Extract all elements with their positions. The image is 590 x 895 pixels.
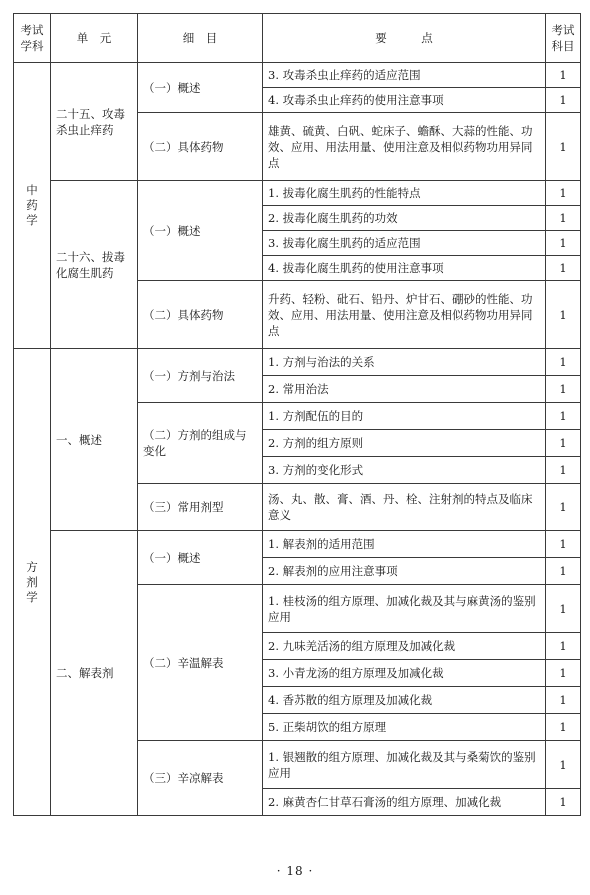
count-cell: 1 (546, 484, 581, 531)
count-cell: 1 (546, 633, 581, 660)
point-cell: 4. 拔毒化腐生肌药的使用注意事项 (263, 256, 546, 281)
count-cell: 1 (546, 281, 581, 349)
header-point: 要 点 (263, 14, 546, 63)
point-cell: 2. 九味羌活汤的组方原理及加减化裁 (263, 633, 546, 660)
count-cell: 1 (546, 88, 581, 113)
count-cell: 1 (546, 714, 581, 741)
count-cell: 1 (546, 403, 581, 430)
point-cell: 4. 香苏散的组方原理及加减化裁 (263, 687, 546, 714)
detail-cell: （二）辛温解表 (138, 585, 263, 741)
point-cell: 4. 攻毒杀虫止痒药的使用注意事项 (263, 88, 546, 113)
point-cell: 3. 拔毒化腐生肌药的适应范围 (263, 231, 546, 256)
unit-cell: 二十五、攻毒杀虫止痒药 (51, 63, 138, 181)
count-cell: 1 (546, 531, 581, 558)
count-cell: 1 (546, 206, 581, 231)
count-cell: 1 (546, 376, 581, 403)
count-cell: 1 (546, 457, 581, 484)
count-cell: 1 (546, 181, 581, 206)
point-cell: 2. 解表剂的应用注意事项 (263, 558, 546, 585)
header-detail: 细 目 (138, 14, 263, 63)
count-cell: 1 (546, 430, 581, 457)
count-cell: 1 (546, 113, 581, 181)
detail-cell: （三）辛凉解表 (138, 741, 263, 816)
count-cell: 1 (546, 585, 581, 633)
point-cell: 1. 拔毒化腐生肌药的性能特点 (263, 181, 546, 206)
table-row (14, 181, 581, 206)
point-cell: 3. 攻毒杀虫止痒药的适应范围 (263, 63, 546, 88)
count-cell: 1 (546, 349, 581, 376)
count-cell: 1 (546, 789, 581, 816)
detail-cell: （一）概述 (138, 63, 263, 113)
point-cell: 2. 麻黄杏仁甘草石膏汤的组方原理、加减化裁 (263, 789, 546, 816)
unit-cell: 二、解表剂 (51, 531, 138, 816)
table-row (14, 63, 581, 88)
point-cell: 5. 正柴胡饮的组方原理 (263, 714, 546, 741)
syllabus-table-2 (13, 348, 581, 816)
detail-cell: （三）常用剂型 (138, 484, 263, 531)
point-cell: 汤、丸、散、膏、酒、丹、栓、注射剂的特点及临床意义 (263, 484, 546, 531)
detail-cell: （一）概述 (138, 181, 263, 281)
header-count: 考试科目 (546, 14, 581, 63)
count-cell: 1 (546, 231, 581, 256)
unit-cell: 二十六、拔毒化腐生肌药 (51, 181, 138, 349)
point-cell: 1. 方剂配伍的目的 (263, 403, 546, 430)
detail-cell: （二）具体药物 (138, 281, 263, 349)
subject-cell-fangji: 方剂学 (14, 349, 51, 816)
point-cell: 1. 桂枝汤的组方原理、加减化裁及其与麻黄汤的鉴别应用 (263, 585, 546, 633)
detail-cell: （二）具体药物 (138, 113, 263, 181)
point-cell: 1. 方剂与治法的关系 (263, 349, 546, 376)
point-cell: 1. 解表剂的适用范围 (263, 531, 546, 558)
detail-cell: （二）方剂的组成与变化 (138, 403, 263, 484)
count-cell: 1 (546, 660, 581, 687)
point-cell: 2. 方剂的组方原则 (263, 430, 546, 457)
table-row (14, 349, 581, 376)
syllabus-table (13, 13, 581, 349)
header-unit: 单 元 (51, 14, 138, 63)
count-cell: 1 (546, 558, 581, 585)
detail-cell: （一）方剂与治法 (138, 349, 263, 403)
unit-cell: 一、概述 (51, 349, 138, 531)
point-cell: 雄黄、硫黄、白矾、蛇床子、蟾酥、大蒜的性能、功效、应用、用法用量、使用注意及相似药物功用异同点 (263, 113, 546, 181)
table-row (14, 531, 581, 558)
point-cell: 3. 小青龙汤的组方原理及加减化裁 (263, 660, 546, 687)
page-number: · 18 · (276, 864, 314, 878)
point-cell: 2. 常用治法 (263, 376, 546, 403)
header-subject: 考试学科 (14, 14, 51, 63)
detail-cell: （一）概述 (138, 531, 263, 585)
count-cell: 1 (546, 687, 581, 714)
point-cell: 2. 拔毒化腐生肌药的功效 (263, 206, 546, 231)
subject-cell-zhongyao: 中药学 (14, 63, 51, 349)
count-cell: 1 (546, 741, 581, 789)
count-cell: 1 (546, 256, 581, 281)
point-cell: 1. 银翘散的组方原理、加减化裁及其与桑菊饮的鉴别应用 (263, 741, 546, 789)
count-cell: 1 (546, 63, 581, 88)
point-cell: 升药、轻粉、砒石、铅丹、炉甘石、硼砂的性能、功效、应用、用法用量、使用注意及相似药物功用异同点 (263, 281, 546, 349)
table-header-row (14, 14, 581, 63)
point-cell: 3. 方剂的变化形式 (263, 457, 546, 484)
